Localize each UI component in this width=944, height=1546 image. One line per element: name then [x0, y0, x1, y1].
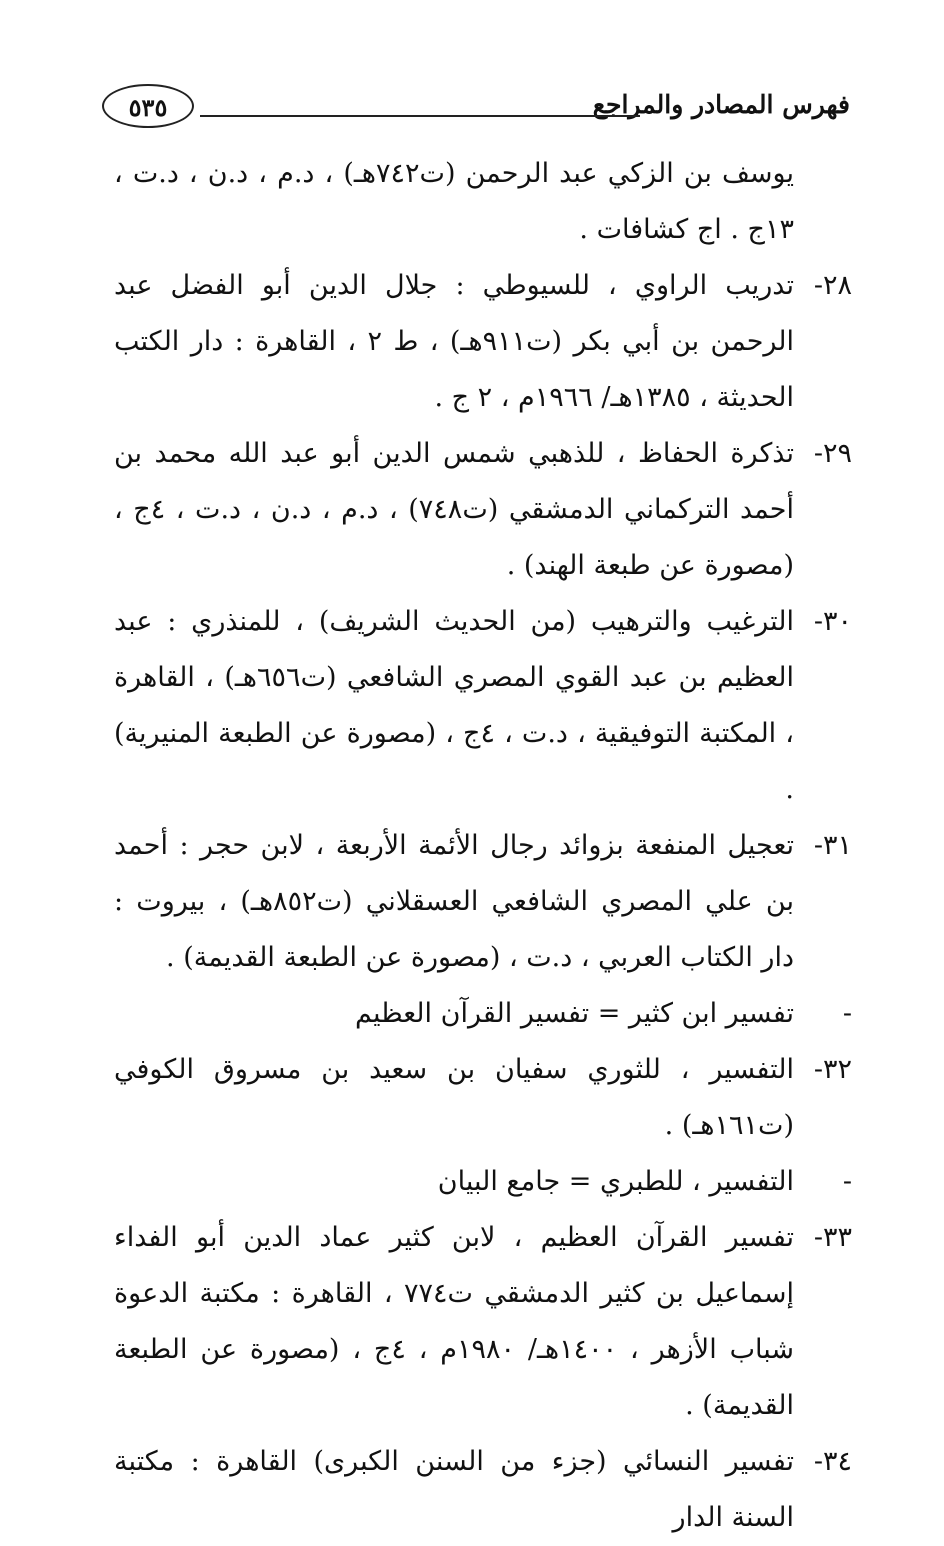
page-number: ٥٣٥ — [102, 84, 194, 128]
reference-entry-28 — [114, 258, 852, 426]
reference-entry-30 — [114, 594, 852, 818]
cross-reference-ibn-kathir — [114, 986, 852, 1042]
reference-entry-34 — [114, 1434, 852, 1546]
header-rule — [200, 115, 640, 117]
entry-number: ٣٠- — [813, 606, 852, 637]
entry-text: الترغيب والترهيب (من الحديث الشريف) ، للمنذري : عبد العظيم بن عبد القوي المصري الشافعي (ت٦٥٦هـ) ، القاهرة ، المكتبة التوفيقية ، د.ت ، ٤ج ، (مصورة عن الطبعة المنيرية) . — [114, 606, 795, 805]
entry-text: تذكرة الحفاظ ، للذهبي شمس الدين أبو عبد الله محمد بن أحمد التركماني الدمشقي (ت٧٤٨) ، د.م ، د.ن ، د.ت ، ٤ج ، (مصورة عن طبعة الهند) . — [114, 438, 794, 581]
reference-entry-29 — [114, 426, 852, 594]
entry-text: تفسير النسائي (جزء من السنن الكبرى) القاهرة : مكتبة السنة الدار — [114, 1446, 794, 1533]
reference-entry-32 — [114, 1042, 852, 1154]
entry-number: ٣٢- — [813, 1054, 852, 1085]
entry-number: ٣١- — [813, 830, 852, 861]
entry-number: ٢٨- — [813, 270, 852, 301]
entry-text: يوسف بن الزكي عبد الرحمن (ت٧٤٢هـ) ، د.م ، د.ن ، د.ت ، ١٣ج . اج كشافات . — [114, 158, 794, 245]
entry-text: التفسير ، للثوري سفيان بن سعيد بن مسروق الكوفي (ت١٦١هـ) . — [114, 1054, 794, 1141]
entry-text: تفسير القرآن العظيم ، لابن كثير عماد الدين أبو الفداء إسماعيل بن كثير الدمشقي ت٧٧٤ ، القاهرة : مكتبة الدعوة شباب الأزهر ، ١٤٠٠هـ/ ١٩٨٠م ، ٤ج ، (مصورة عن الطبعة القديمة) . — [114, 1222, 795, 1421]
xref-dash: - — [842, 1166, 852, 1197]
entry-text: تفسير ابن كثير = تفسير القرآن العظيم — [355, 998, 794, 1029]
entry-number: ٢٩- — [813, 438, 852, 469]
page-header — [100, 80, 850, 136]
reference-entry-33 — [114, 1210, 852, 1434]
entry-text: التفسير ، للطبري = جامع البيان — [437, 1166, 794, 1197]
entry-number: ٣٤- — [813, 1446, 852, 1477]
reference-entry-31 — [114, 818, 852, 986]
entry-number: ٣٣- — [813, 1222, 852, 1253]
xref-dash: - — [842, 998, 852, 1029]
entry-text: تعجيل المنفعة بزوائد رجال الأئمة الأربعة ، لابن حجر : أحمد بن علي المصري الشافعي العسقلاني (ت٨٥٢هـ) ، بيروت : دار الكتاب العربي ، د.ت ، (مصورة عن الطبعة القديمة) . — [114, 830, 794, 973]
header-title: فهرس المصادر والمراجع — [592, 90, 850, 119]
cross-reference-tabari — [114, 1154, 852, 1210]
continued-entry — [114, 146, 852, 258]
entry-text: تدريب الراوي ، للسيوطي : جلال الدين أبو الفضل عبد الرحمن بن أبي بكر (ت٩١١هـ) ، ط ٢ ، القاهرة : دار الكتب الحديثة ، ١٣٨٥هـ/ ١٩٦٦م ، ٢ ج . — [114, 270, 795, 413]
references-list — [114, 146, 852, 1546]
